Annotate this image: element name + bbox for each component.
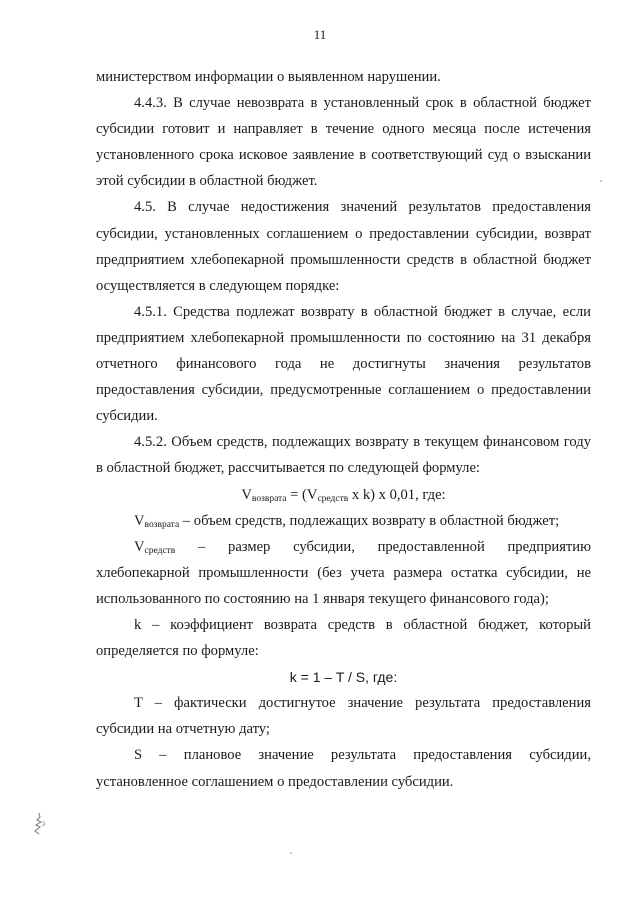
scan-dot [600, 180, 602, 182]
paragraph-4-5-2: 4.5.2. Объем средств, подлежащих возврату в текущем финансовом году в областной бюджет, рассчитывается по следующей формуле: [96, 434, 591, 477]
def-v2: V [134, 538, 145, 555]
formula-v-return [96, 482, 591, 508]
formula-k: k = 1 – T / S, где: [289, 669, 398, 686]
definition-k: k – коэффициент возврата средств в областной бюджет, который определяется по формуле: [96, 616, 591, 660]
def-sub-return: возврата [144, 519, 180, 530]
paragraph-continuation: министерством информации о выявленном нарушении. [96, 69, 441, 85]
document-body [96, 64, 591, 795]
formula-sub-funds: средств [317, 493, 349, 504]
def-sub-funds: средств [144, 545, 176, 556]
definition-v-return [96, 508, 591, 534]
def-v: V [134, 512, 145, 529]
def-v-return-text: – объем средств, подлежащих возврату в областной бюджет; [179, 512, 560, 529]
scan-artifact-icon [30, 812, 48, 836]
scan-dot [290, 852, 292, 854]
formula-v: V [241, 486, 252, 503]
definition-t: T – фактически достигнутое значение результата предоставления субсидии на отчетную дату; [96, 695, 591, 738]
definition-v-funds [96, 534, 591, 612]
formula-mid: = (V [286, 486, 318, 503]
paragraph-4-4-3: 4.4.3. В случае невозврата в установленный срок в областной бюджет субсидии готовит и направляет в течение одного месяца после истечения установленного срока исковое заявление в соответствующий суд о взыскании этой субсидии в областной бюджет. [96, 95, 591, 190]
def-v-funds-text: – размер субсидии, предоставленной предприятию хлебопекарной промышленности (без учета размера остатка субсидии, не использованного по состоянию на 1 января текущего финансового года); [96, 538, 591, 607]
definition-s: S – плановое значение результата предоставления субсидии, установленное соглашением о предоставлении субсидии. [96, 747, 591, 790]
formula-end: x k) x 0,01, где: [348, 486, 446, 503]
formula-sub-return: возврата [251, 493, 287, 504]
page-number: 11 [313, 27, 327, 42]
paragraph-4-5: 4.5. В случае недостижения значений результатов предоставления субсидии, установленных соглашением о предоставлении субсидии, возврат предприятием хлебопекарной промышленности средств в областной бюджет осуществляется в следующем порядке: [96, 199, 591, 294]
paragraph-4-5-1: 4.5.1. Средства подлежат возврату в областной бюджет в случае, если предприятием хлебопекарной промышленности по состоянию на 31 декабря отчетного финансового года не достигнуты значения результатов предоставления субсидии, предусмотренные соглашением о предоставлении субсидии. [96, 303, 591, 425]
